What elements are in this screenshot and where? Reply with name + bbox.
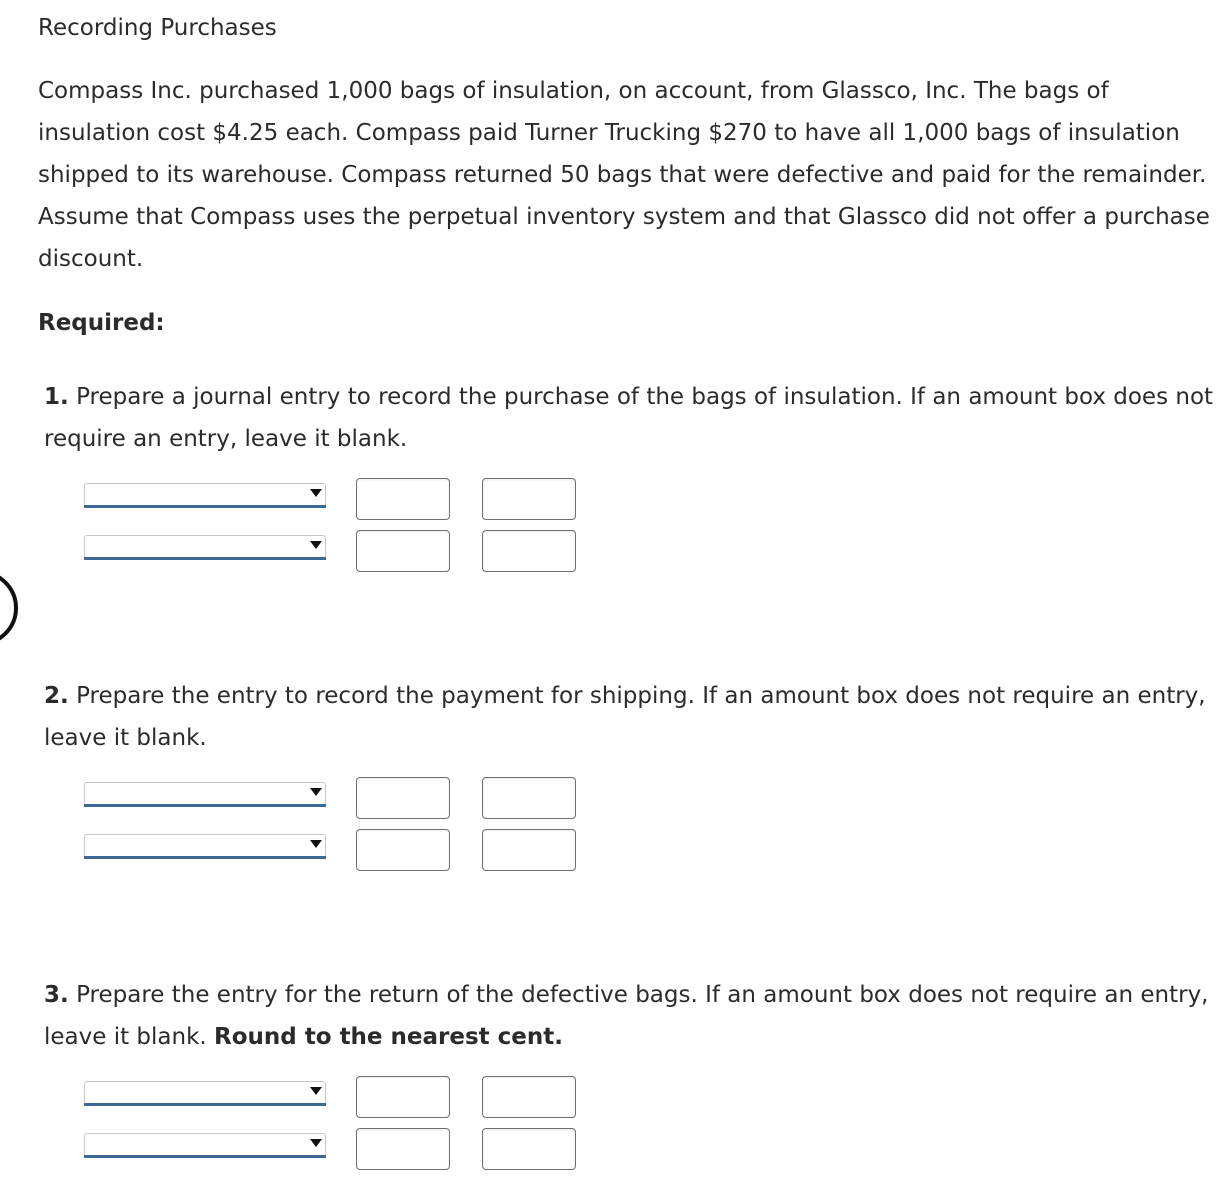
q1-row1-credit-input[interactable]: [482, 478, 576, 520]
q1-row2-account-select[interactable]: [84, 535, 326, 557]
q2-row2-debit-input[interactable]: [356, 829, 450, 871]
q3-row2-debit-input[interactable]: [356, 1128, 450, 1170]
page-title: Recording Purchases: [38, 15, 277, 41]
select-underline: [84, 1103, 326, 1106]
question-1: [44, 376, 1214, 460]
q2-row2-account-select[interactable]: [84, 834, 326, 856]
chevron-down-icon: [310, 541, 322, 549]
question-3-text: Prepare the entry for the return of the defective bags. If an amount box does not require an entry, leave it blank.: [44, 982, 1209, 1050]
chevron-down-icon: [310, 489, 322, 497]
q1-row1-debit-input[interactable]: [356, 478, 450, 520]
q2-row2-credit-input[interactable]: [482, 829, 576, 871]
q2-row1-debit-input[interactable]: [356, 777, 450, 819]
q3-journal-row-1: [84, 1076, 584, 1120]
select-underline: [84, 505, 326, 508]
chevron-down-icon: [310, 1087, 322, 1095]
q1-row2-credit-input[interactable]: [482, 530, 576, 572]
problem-description: Compass Inc. purchased 1,000 bags of insulation, on account, from Glassco, Inc. The bags of insulation cost $4.25 each. Compass paid Turner Trucking $270 to have all 1,000 bags of insulation shipped to its warehouse. Compass returned 50 bags that were defective and paid for the remainder. Assume that Compass uses the perpetual inventory system and that Glassco did not offer a purchase discount.: [38, 78, 1210, 272]
chevron-down-icon: [310, 788, 322, 796]
q3-row2-account-select[interactable]: [84, 1133, 326, 1155]
required-label: Required:: [38, 310, 165, 336]
q2-row1-credit-input[interactable]: [482, 777, 576, 819]
side-circle-decoration: [0, 570, 18, 646]
q1-journal-row-1: [84, 478, 584, 522]
q2-journal-row-1: [84, 777, 584, 821]
question-3-number: 3.: [44, 982, 69, 1008]
chevron-down-icon: [310, 840, 322, 848]
question-1-number: 1.: [44, 384, 69, 410]
q2-row1-account-select[interactable]: [84, 782, 326, 804]
q1-journal-row-2: [84, 530, 584, 574]
question-3: [44, 974, 1214, 1058]
q3-journal-row-2: [84, 1128, 584, 1172]
q1-row2-debit-input[interactable]: [356, 530, 450, 572]
q3-row1-debit-input[interactable]: [356, 1076, 450, 1118]
question-2-text: Prepare the entry to record the payment for shipping. If an amount box does not require an entry, leave it blank.: [44, 683, 1206, 751]
q3-row1-credit-input[interactable]: [482, 1076, 576, 1118]
select-underline: [84, 1155, 326, 1158]
q3-row1-account-select[interactable]: [84, 1081, 326, 1103]
chevron-down-icon: [310, 1139, 322, 1147]
select-underline: [84, 804, 326, 807]
question-2: [44, 675, 1214, 759]
q1-row1-account-select[interactable]: [84, 483, 326, 505]
q3-row2-credit-input[interactable]: [482, 1128, 576, 1170]
select-underline: [84, 856, 326, 859]
question-1-text: Prepare a journal entry to record the purchase of the bags of insulation. If an amount box does not require an entry, leave it blank.: [44, 384, 1214, 452]
q2-journal-row-2: [84, 829, 584, 873]
question-2-number: 2.: [44, 683, 69, 709]
select-underline: [84, 557, 326, 560]
question-3-rounding-note: Round to the nearest cent.: [214, 1024, 564, 1050]
